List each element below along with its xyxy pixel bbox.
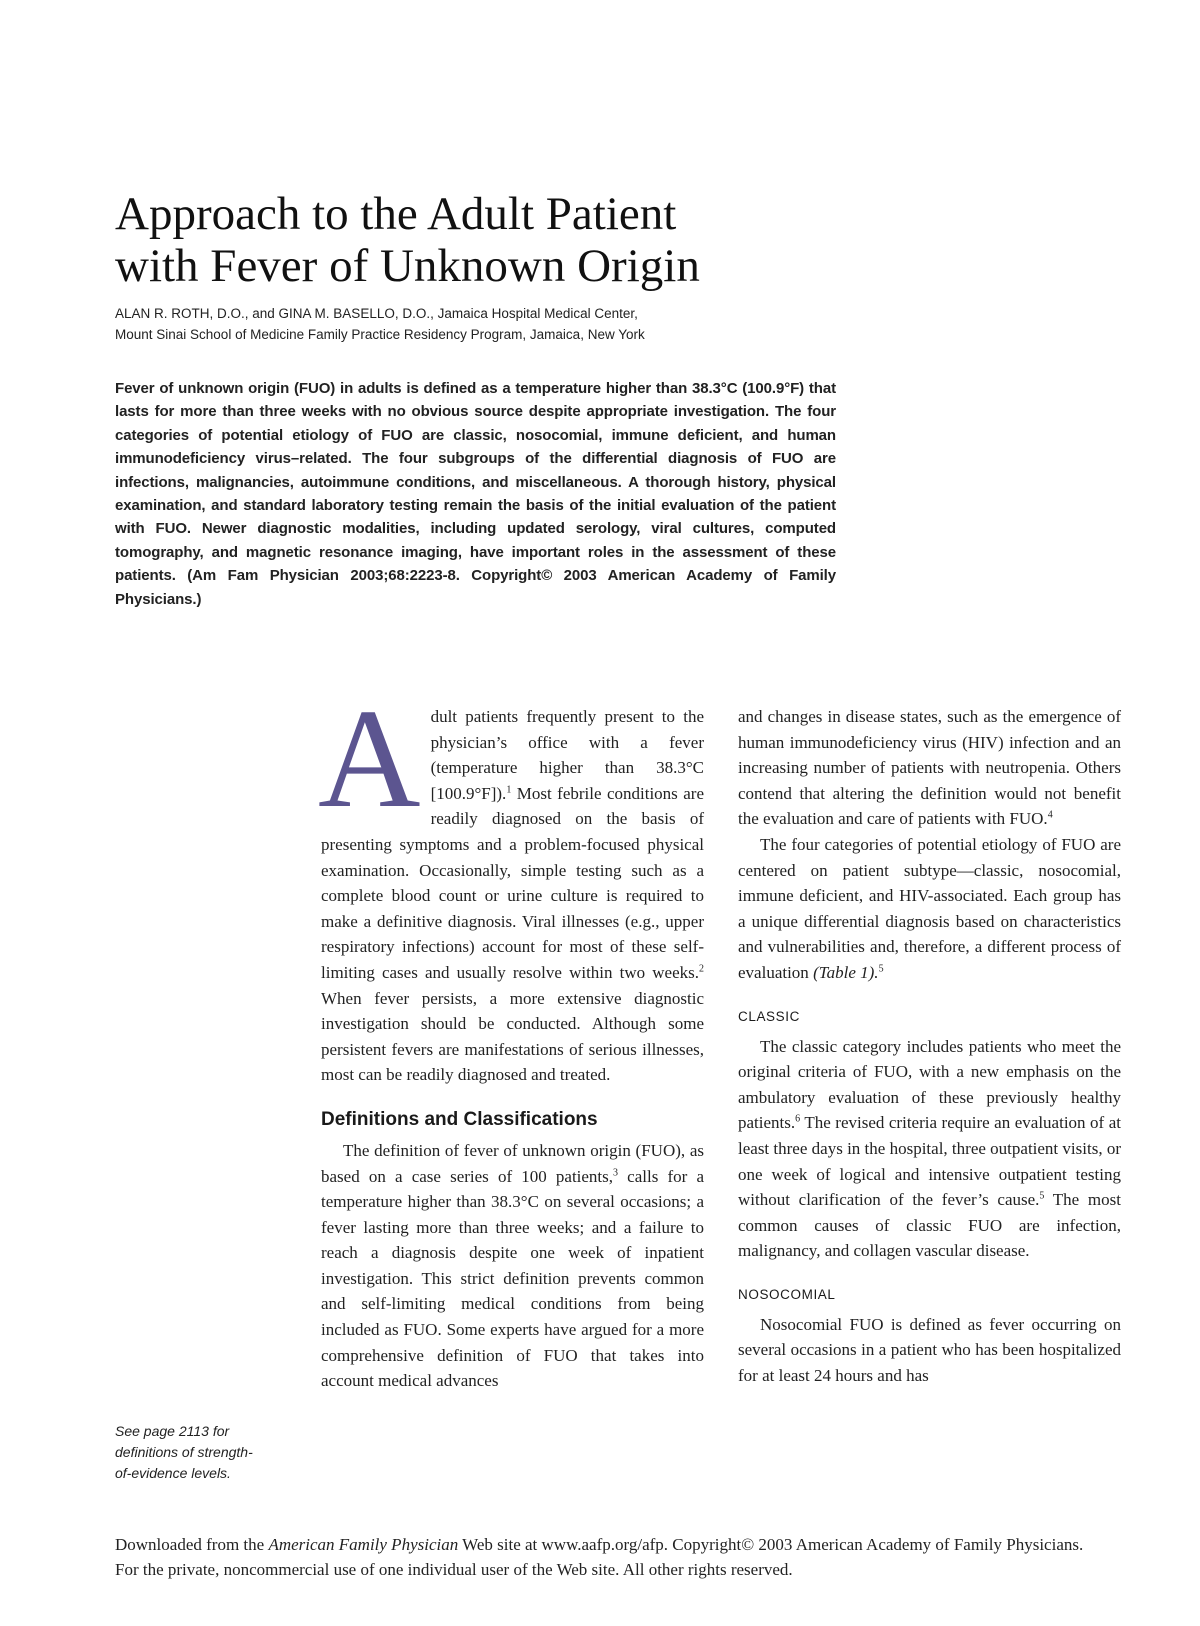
authors-line-1: ALAN R. ROTH, D.O., and GINA M. BASELLO, D.O., Jamaica Hospital Medical Center, — [115, 306, 638, 321]
body-column-1 — [318, 679, 704, 1394]
sidenote-line-1: See page 2113 for — [115, 1423, 230, 1439]
authors-line-2: Mount Sinai School of Medicine Family Practice Residency Program, Jamaica, New York — [115, 327, 645, 342]
classic-text-2: The revised criteria require an evaluation of at least three days in the hospital, three outpatient visits, or one week of logical and intensive outpatient testing without clarification of the fever’s cause. — [738, 1113, 1121, 1210]
title-line-1: Approach to the Adult Patient — [115, 188, 677, 240]
drop-cap: A — [318, 679, 421, 837]
categories-paragraph — [738, 832, 1121, 986]
article-title — [115, 188, 875, 292]
download-footer — [115, 1532, 1095, 1582]
def-text-1: The definition of fever of unknown origin (FUO), as based on a case series of 100 patients, — [321, 1140, 704, 1186]
nosocomial-paragraph: Nosocomial FUO is defined as fever occurring on several occasions in a patient who has been hospitalized for at least 24 hours and has — [738, 1314, 1121, 1386]
footer-pre: Downloaded from the — [115, 1535, 269, 1554]
table-reference: (Table 1). — [813, 962, 879, 982]
ref-superscript: 4 — [1047, 809, 1053, 821]
subheading-classic: CLASSIC — [738, 1008, 800, 1024]
intro-text: dult patients frequently present to the physician’s office with a fever (temperature higher than 38.3°C [100.9°F]). — [430, 707, 704, 803]
ref-superscript: 3 — [613, 1166, 619, 1178]
ref-superscript: 5 — [878, 963, 884, 975]
side-note — [115, 1421, 290, 1484]
classic-text-1: The classic category includes patients who meet the original criteria of FUO, with a new emphasis on the ambulatory evaluation of these previously healthy patients. — [738, 1036, 1121, 1133]
ref-superscript: 2 — [699, 963, 704, 975]
p2-text: The four categories of potential etiology of FUO are centered on patient subtype—classic, nosocomial, immune deficient, and HIV-associated. Each group has a unique differential diagnosis based on characteristics and vulnerabilities and, therefore, a different process of evaluation — [738, 834, 1121, 982]
sidenote-line-2: definitions of strength- — [115, 1444, 253, 1460]
abstract: Fever of unknown origin (FUO) in adults is defined as a temperature higher than 38.3°C (100.9°F) that lasts for more than three weeks with no obvious source despite appropriate investigation. The four categories of potential etiology of FUO are classic, nosocomial, immune deficient, and human immunodeficiency virus–related. The four subgroups of the differential diagnosis of FUO are infections, malignancies, autoimmune conditions, and miscellaneous. A thorough history, physical examination, and standard laboratory testing remain the basis of the initial evaluation of the patient with FUO. Newer diagnostic modalities, including updated serology, viral cultures, computed tomography, and magnetic resonance imaging, have important roles in the assessment of these patients. (Am Fam Physician 2003;68:2223-8. Copyright© 2003 American Academy of Family Physicians.) — [115, 380, 836, 608]
author-affiliations — [115, 303, 835, 345]
classic-text-3: The most common causes of classic FUO are infection, malignancy, and collagen vascular disease. — [738, 1190, 1121, 1261]
continued-paragraph — [738, 704, 1121, 832]
ref-superscript: 5 — [1039, 1190, 1045, 1202]
footer-post: Web site at www.aafp.org/afp. Copyright© 2003 American Academy of Family Physicians. For the private, noncommercial use of one individual user of the Web site. All other rights reserved. — [115, 1535, 1084, 1579]
ref-superscript: 1 — [506, 784, 512, 796]
intro-text-2: Most febrile conditions are readily diagnosed on the basis of presenting symptoms and a problem-focused physical examination. Occasionally, simple testing such as a complete blood count or urine culture is required to make a definitive diagnosis. Viral illnesses (e.g., upper respiratory infections) account for most of these self-limiting cases and usually resolve within two weeks. — [321, 783, 704, 982]
ref-superscript: 6 — [795, 1113, 801, 1125]
classic-paragraph — [738, 1034, 1121, 1264]
def-text-2: calls for a temperature higher than 38.3°C on several occasions; a fever lasting more than three weeks; and a failure to reach a diagnosis despite one week of inpatient investigation. This strict definition prevents common and self-limiting medical conditions from being included as FUO. Some experts have argued for a more comprehensive definition of FUO that takes into account medical advances — [321, 1166, 704, 1391]
footer-journal: American Family Physician — [268, 1535, 459, 1554]
p1-text: and changes in disease states, such as the emergence of human immunodeficiency virus (HIV) infection and an increasing number of patients with neutropenia. Others contend that altering the definition would not benefit the evaluation and care of patients with FUO. — [738, 707, 1121, 829]
subheading-nosocomial: NOSOCOMIAL — [738, 1286, 836, 1302]
section-heading-definitions: Definitions and Classifications — [321, 1108, 598, 1130]
definitions-paragraph — [321, 1138, 704, 1394]
title-line-2: with Fever of Unknown Origin — [115, 240, 700, 292]
body-column-2 — [738, 704, 1121, 1389]
sidenote-line-3: of-evidence levels. — [115, 1465, 231, 1481]
intro-paragraph — [318, 679, 704, 1088]
intro-text-3: When fever persists, a more extensive diagnostic investigation should be conducted. Although some persistent fevers are manifestations of serious illnesses, most can be readily diagnosed and treated. — [321, 988, 704, 1085]
